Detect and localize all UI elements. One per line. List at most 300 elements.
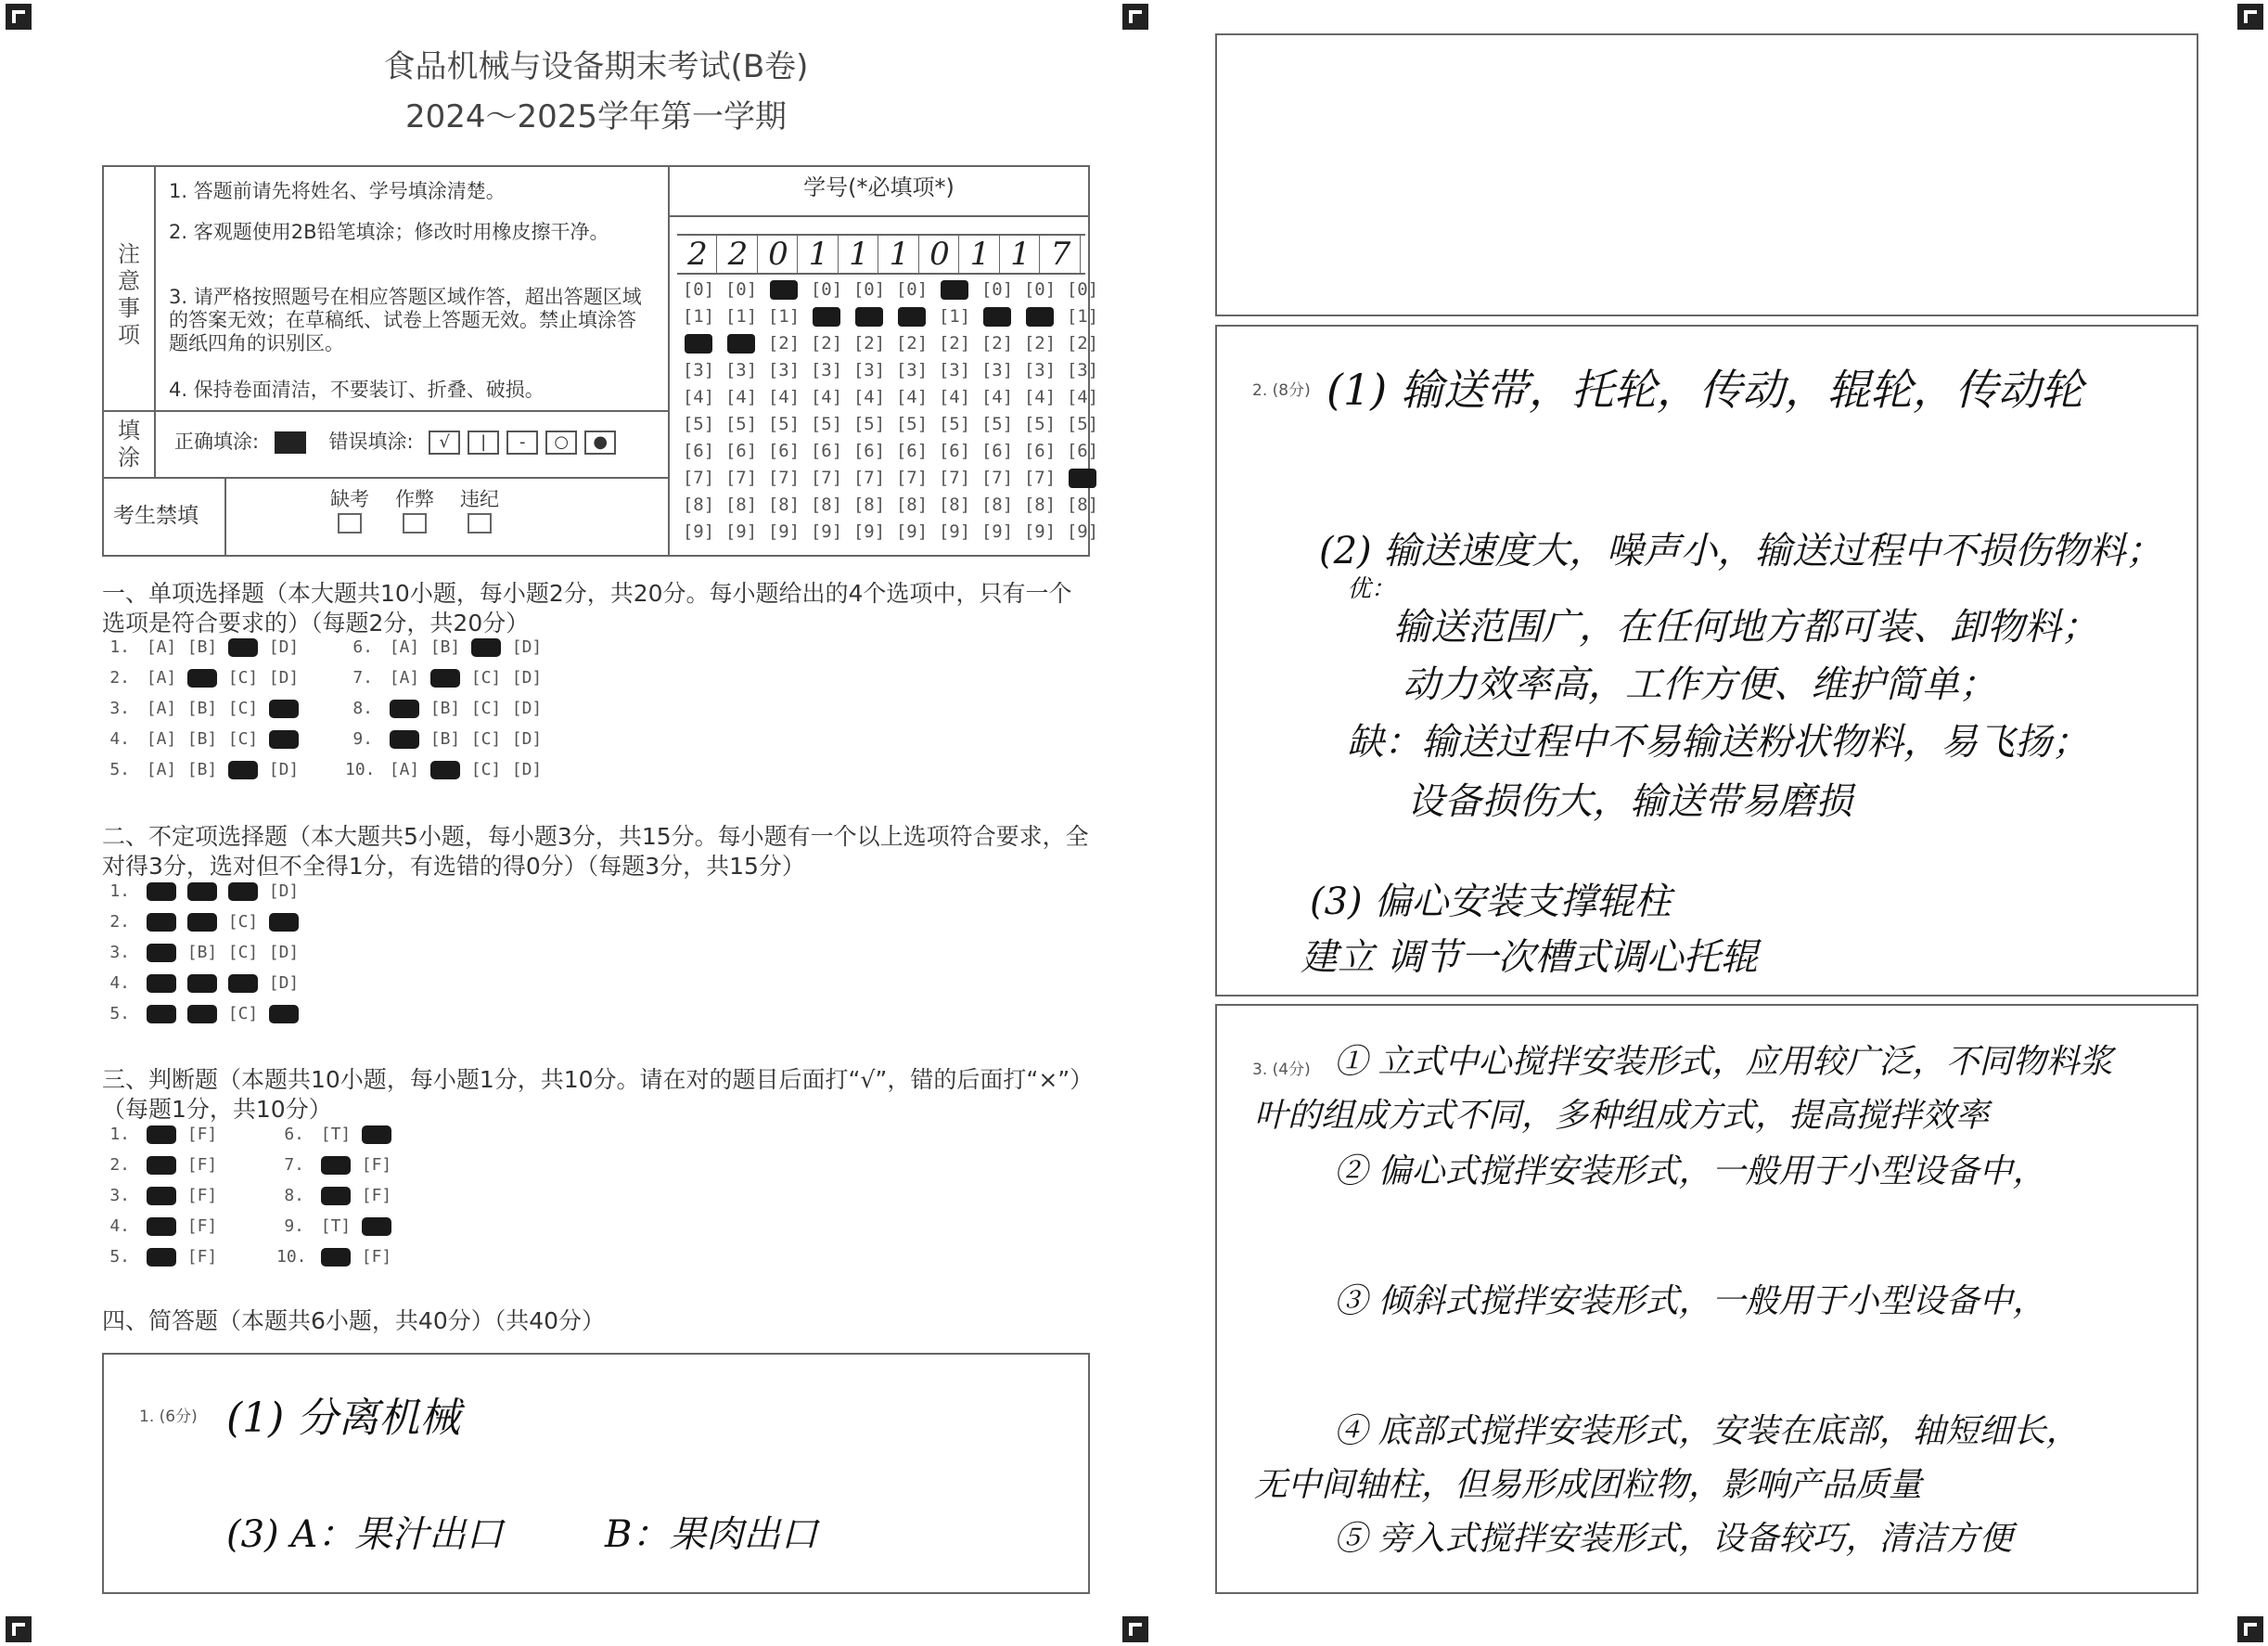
answer-bubble[interactable]: [B]	[186, 943, 218, 962]
student-id-header: 学号(*必填项*)	[803, 174, 955, 200]
id-bubble[interactable]: [3]	[810, 360, 843, 380]
answer-bubble[interactable]	[430, 669, 460, 688]
question-number: 3.	[109, 943, 130, 962]
corner-mark	[2237, 4, 2263, 30]
id-bubble[interactable]: [3]	[895, 360, 929, 380]
q2-line: 优：	[1347, 575, 1396, 603]
answer-bubble[interactable]	[321, 1248, 351, 1267]
answer-bubble[interactable]: [T]	[320, 1125, 352, 1144]
id-bubble[interactable]: [9]	[810, 521, 843, 542]
student-id-digit: 2	[720, 236, 758, 273]
notice-item: 2. 客观题使用2B铅笔填涂；修改时用橡皮擦干净。	[169, 221, 609, 243]
id-bubble[interactable]	[983, 307, 1011, 327]
answer-bubble[interactable]: [C]	[470, 760, 502, 779]
answer-bubble[interactable]	[147, 1248, 176, 1267]
question-number: 5.	[109, 1004, 130, 1023]
id-bubble[interactable]: [4]	[938, 387, 971, 407]
question-number: 5.	[109, 760, 130, 779]
question-number: 9.	[284, 1216, 304, 1236]
question-number: 1.	[109, 881, 130, 901]
question-number: 6.	[284, 1125, 304, 1144]
id-bubble[interactable]: [4]	[682, 387, 715, 407]
id-bubble[interactable]: [6]	[682, 441, 715, 461]
notice-item: 4. 保持卷面清洁，不要装订、折叠、破损。	[169, 379, 545, 401]
q3-line: 无中间轴柱，但易形成团粒物，影响产品质量	[1254, 1466, 1923, 1504]
answer-bubble[interactable]: [D]	[268, 760, 300, 779]
answer-bubble[interactable]: [C]	[470, 729, 502, 749]
answer-bubble[interactable]: [A]	[146, 637, 177, 657]
id-bubble[interactable]: [4]	[852, 387, 886, 407]
q3-label: 3. (4分)	[1252, 1061, 1311, 1079]
id-bubble[interactable]: [0]	[852, 279, 886, 300]
id-bubble[interactable]: [0]	[724, 279, 758, 300]
q3-line: 叶的组成方式不同，多种组成方式，提高搅拌效率	[1254, 1097, 1990, 1135]
id-bubble[interactable]: [1]	[938, 306, 971, 327]
id-bubble[interactable]: [9]	[724, 521, 758, 542]
answer-bubble[interactable]	[187, 1005, 217, 1023]
answer-bubble[interactable]	[147, 944, 176, 962]
wrong-fill-label: 错误填涂:	[328, 431, 414, 453]
answer-bubble[interactable]: [F]	[186, 1125, 218, 1144]
answer-bubble[interactable]: [F]	[186, 1247, 218, 1267]
answer-bubble[interactable]: [D]	[268, 973, 300, 993]
question-number: 4.	[109, 1216, 130, 1236]
answer-bubble[interactable]	[228, 882, 258, 901]
answer-bubble[interactable]	[269, 700, 299, 718]
id-bubble[interactable]: [5]	[1023, 414, 1057, 434]
id-bubble[interactable]	[941, 280, 968, 300]
q2-line: 动力效率高，工作方便、维护简单；	[1403, 663, 1996, 706]
single-choice-row	[345, 668, 547, 688]
id-bubble[interactable]: [8]	[895, 495, 929, 515]
answer-bubble[interactable]	[269, 1005, 299, 1023]
id-bubble[interactable]: [8]	[724, 495, 758, 515]
multi-choice-row	[102, 1004, 304, 1023]
id-bubble[interactable]	[727, 334, 755, 354]
answer-bubble[interactable]	[147, 882, 176, 901]
q1-line: (1) 分离机械	[226, 1395, 461, 1442]
exam-title: 食品机械与设备期末考试(B卷)	[383, 48, 809, 85]
single-choice-row	[345, 637, 547, 657]
id-bubble[interactable]	[1069, 469, 1096, 488]
question-number: 2.	[109, 668, 130, 688]
answer-bubble[interactable]: [A]	[146, 699, 177, 718]
question-number: 2.	[109, 912, 130, 932]
student-id-digit: 1	[840, 236, 878, 273]
id-bubble[interactable]: [8]	[682, 495, 715, 515]
id-bubble[interactable]: [5]	[980, 414, 1014, 434]
judge-row	[102, 1155, 223, 1175]
id-bubble[interactable]	[1026, 307, 1054, 327]
id-bubble[interactable]: [8]	[938, 495, 971, 515]
id-bubble[interactable]: [4]	[724, 387, 758, 407]
section-judge-head: 三、判断题（本题共10小题，每小题1分，共10分。请在对的题目后面打“√”，错的后面打“×”）（每题1分，共10分）	[102, 1066, 1082, 1123]
answer-bubble[interactable]: [C]	[227, 699, 259, 718]
section-single-head: 一、单项选择题（本大题共10小题，每小题2分，共20分。每小题给出的4个选项中，只有一个选项是符合要求的）（每题2分，共20分）	[102, 580, 1072, 637]
id-bubble[interactable]: [6]	[1066, 441, 1099, 461]
wrong-mark: √	[429, 431, 460, 455]
answer-bubble[interactable]	[228, 974, 258, 993]
id-bubble[interactable]: [8]	[980, 495, 1014, 515]
answer-bubble[interactable]: [A]	[146, 729, 177, 749]
student-id-digit: 1	[962, 236, 1000, 273]
multi-choice-row	[102, 912, 304, 932]
answer-bubble[interactable]	[147, 1187, 176, 1205]
correct-fill-sample	[275, 431, 306, 454]
judge-row	[276, 1125, 397, 1144]
answer-bubble[interactable]	[390, 700, 419, 718]
id-bubble[interactable]: [0]	[1023, 279, 1057, 300]
id-bubble[interactable]: [1]	[682, 306, 715, 327]
id-bubble[interactable]: [9]	[682, 521, 715, 542]
answer-bubble[interactable]: [B]	[186, 637, 218, 657]
answer-bubble[interactable]	[187, 882, 217, 901]
q3-line: ① 立式中心搅拌安装形式，应用较广泛，不同物料浆	[1334, 1043, 2113, 1081]
single-choice-row	[102, 699, 304, 718]
id-bubble[interactable]: [7]	[852, 468, 886, 488]
answer-bubble[interactable]: [D]	[511, 668, 543, 688]
id-bubble[interactable]: [9]	[980, 521, 1014, 542]
answer-bubble[interactable]	[147, 1217, 176, 1236]
answer-bubble[interactable]	[187, 669, 217, 688]
student-id-digit: 1	[881, 236, 919, 273]
fill-legend	[174, 431, 657, 455]
answer-bubble[interactable]	[147, 913, 176, 932]
id-bubble[interactable]: [0]	[810, 279, 843, 300]
judge-row	[102, 1247, 223, 1267]
judge-row	[102, 1216, 223, 1236]
answer-bubble[interactable]: [B]	[429, 729, 461, 749]
id-bubble[interactable]: [5]	[1066, 414, 1099, 434]
student-id-digit: 0	[921, 236, 959, 273]
id-bubble[interactable]: [9]	[767, 521, 801, 542]
q3-line: ③ 倾斜式搅拌安装形式，一般用于小型设备中，	[1334, 1282, 2046, 1320]
question-number: 9.	[352, 729, 373, 749]
wrong-mark: ○	[545, 431, 577, 455]
answer-bubble[interactable]: [D]	[268, 943, 300, 962]
multi-choice-row	[102, 881, 304, 901]
answer-bubble[interactable]: [T]	[320, 1216, 352, 1236]
question-number: 10.	[276, 1247, 307, 1267]
id-bubble[interactable]: [1]	[724, 306, 758, 327]
id-bubble[interactable]: [0]	[895, 279, 929, 300]
corner-mark	[1122, 1616, 1148, 1642]
q3-line: ④ 底部式搅拌安装形式，安装在底部，轴短细长，	[1334, 1412, 2080, 1450]
answer-bubble[interactable]: [D]	[511, 729, 543, 749]
corner-mark	[1122, 4, 1148, 30]
q1-line: (3) A：果汁出口	[226, 1513, 504, 1556]
id-bubble[interactable]: [4]	[1066, 387, 1099, 407]
correct-fill-label: 正确填涂:	[174, 431, 260, 453]
id-bubble[interactable]: [4]	[767, 387, 801, 407]
id-bubble[interactable]: [0]	[980, 279, 1014, 300]
answer-bubble[interactable]: [B]	[186, 729, 218, 749]
question-number: 4.	[109, 973, 130, 993]
section-multi-head: 二、不定项选择题（本大题共5小题，每小题3分，共15分。每小题有一个以上选项符合要求，全对得3分，选对但不全得1分，有选错的得0分）（每题3分，共15分）	[102, 823, 1089, 880]
judge-row	[276, 1216, 397, 1236]
id-bubble[interactable]: [6]	[895, 441, 929, 461]
question-number: 3.	[109, 699, 130, 718]
id-bubble[interactable]: [2]	[980, 333, 1014, 354]
answer-bubble[interactable]	[390, 730, 419, 749]
absent-label: 考生禁填	[113, 504, 199, 528]
answer-bubble[interactable]: [F]	[361, 1186, 392, 1205]
question-number: 5.	[109, 1247, 130, 1267]
question-number: 10.	[345, 760, 376, 779]
id-bubble[interactable]: [7]	[724, 468, 758, 488]
id-bubble[interactable]: [6]	[938, 441, 971, 461]
id-bubble[interactable]: [2]	[810, 333, 843, 354]
id-bubble[interactable]: [3]	[980, 360, 1014, 380]
answer-bubble[interactable]	[269, 913, 299, 932]
answer-bubble[interactable]	[187, 913, 217, 932]
wrong-mark: ●	[584, 431, 616, 455]
corner-mark	[6, 1616, 32, 1642]
answer-bubble[interactable]	[228, 761, 258, 779]
id-bubble[interactable]: [9]	[1066, 521, 1099, 542]
answer-bubble[interactable]	[269, 730, 299, 749]
answer-box-blank[interactable]	[1215, 33, 2198, 316]
wrong-fill-samples	[429, 431, 623, 453]
id-bubble[interactable]: [4]	[810, 387, 843, 407]
answer-box-q2[interactable]	[1215, 325, 2198, 997]
q2-label: 2. (8分)	[1252, 381, 1311, 400]
student-id-digit: 2	[679, 236, 717, 273]
q2-line: (3) 偏心安装支撑辊柱	[1310, 881, 1672, 923]
section-short-head: 四、简答题（本题共6小题，共40分）（共40分）	[102, 1307, 606, 1334]
id-bubble[interactable]: [5]	[852, 414, 886, 434]
answer-bubble[interactable]: [C]	[227, 729, 259, 749]
single-choice-row	[345, 699, 547, 718]
answer-bubble[interactable]: [D]	[511, 637, 543, 657]
id-bubble[interactable]: [3]	[1066, 360, 1099, 380]
id-bubble[interactable]: [6]	[852, 441, 886, 461]
answer-bubble[interactable]: [D]	[268, 637, 300, 657]
id-bubble[interactable]: [5]	[895, 414, 929, 434]
id-bubble[interactable]	[813, 307, 840, 327]
id-bubble[interactable]: [6]	[1023, 441, 1057, 461]
answer-bubble[interactable]: [F]	[361, 1247, 392, 1267]
id-bubble[interactable]: [4]	[980, 387, 1014, 407]
notice-label: 注意事项	[118, 241, 140, 348]
id-bubble[interactable]: [7]	[938, 468, 971, 488]
answer-box-q3[interactable]	[1215, 1004, 2198, 1594]
question-number: 7.	[284, 1155, 304, 1175]
id-bubble[interactable]: [3]	[724, 360, 758, 380]
id-bubble[interactable]: [2]	[852, 333, 886, 354]
answer-bubble[interactable]: [D]	[268, 668, 300, 688]
info-panel	[102, 165, 1099, 557]
judge-row	[276, 1247, 397, 1267]
question-number: 2.	[109, 1155, 130, 1175]
id-bubble[interactable]: [2]	[895, 333, 929, 354]
answer-bubble[interactable]	[147, 1156, 176, 1175]
answer-bubble[interactable]: [A]	[146, 760, 177, 779]
notice-item: 1. 答题前请先将姓名、学号填涂清楚。	[169, 180, 506, 202]
question-number: 1.	[109, 637, 130, 657]
q1-label: 1. (6分)	[139, 1408, 198, 1426]
answer-bubble[interactable]: [B]	[186, 699, 218, 718]
wrong-mark: |	[468, 431, 499, 455]
q3-line: ② 偏心式搅拌安装形式，一般用于小型设备中，	[1334, 1152, 2046, 1190]
judge-row	[102, 1125, 223, 1144]
question-number: 6.	[352, 637, 373, 657]
question-number: 8.	[284, 1186, 304, 1205]
q2-line: (2) 输送速度大，噪声小，输送过程中不损伤物料；	[1319, 530, 2163, 572]
answer-bubble[interactable]	[187, 974, 217, 993]
answer-bubble[interactable]: [C]	[227, 668, 259, 688]
answer-bubble[interactable]: [F]	[186, 1216, 218, 1236]
id-bubble[interactable]: [9]	[1023, 521, 1057, 542]
id-bubble[interactable]: [7]	[767, 468, 801, 488]
id-bubble[interactable]: [4]	[1023, 387, 1057, 407]
single-choice-row	[102, 729, 304, 749]
id-bubble[interactable]: [5]	[682, 414, 715, 434]
question-number: 1.	[109, 1125, 130, 1144]
q3-line: ⑤ 旁入式搅拌安装形式，设备较巧，清洁方便	[1334, 1520, 2013, 1558]
id-bubble[interactable]: [2]	[767, 333, 801, 354]
answer-bubble[interactable]: [D]	[511, 760, 543, 779]
id-bubble[interactable]: [3]	[938, 360, 971, 380]
notice-item: 3. 请严格按照题号在相应答题区域作答，超出答题区域的答案无效；在草稿纸、试卷上答题无效。禁止填涂答题纸四角的识别区。	[169, 286, 642, 354]
answer-bubble[interactable]: [C]	[470, 668, 502, 688]
answer-bubble[interactable]	[321, 1156, 351, 1175]
answer-bubble[interactable]: [B]	[186, 760, 218, 779]
id-bubble[interactable]: [8]	[1066, 495, 1099, 515]
id-bubble[interactable]: [9]	[938, 521, 971, 542]
id-bubble[interactable]	[898, 307, 926, 327]
answer-bubble[interactable]: [F]	[186, 1155, 218, 1175]
q2-line: 建立 调节一次槽式调心托辊	[1301, 936, 1758, 979]
answer-bubble[interactable]: [A]	[389, 637, 420, 657]
judge-row	[276, 1155, 397, 1175]
id-bubble[interactable]: [7]	[1023, 468, 1057, 488]
judge-row	[276, 1186, 397, 1205]
student-id-digit: 1	[1002, 236, 1040, 273]
id-bubble[interactable]: [5]	[724, 414, 758, 434]
answer-bubble[interactable]: [C]	[227, 943, 259, 962]
answer-bubble[interactable]: [A]	[389, 760, 420, 779]
answer-bubble[interactable]	[147, 974, 176, 993]
id-bubble[interactable]: [3]	[1023, 360, 1057, 380]
answer-bubble[interactable]: [D]	[268, 881, 300, 901]
student-id-digit: 7	[1043, 236, 1081, 273]
answer-bubble[interactable]: [A]	[389, 668, 420, 688]
question-number: 3.	[109, 1186, 130, 1205]
id-bubble[interactable]: [2]	[1066, 333, 1099, 354]
answer-bubble[interactable]: [F]	[361, 1155, 392, 1175]
wrong-mark: -	[506, 431, 538, 455]
id-bubble[interactable]: [5]	[938, 414, 971, 434]
single-choice-row	[102, 637, 304, 657]
answer-bubble[interactable]: [B]	[429, 699, 461, 718]
id-bubble[interactable]: [3]	[767, 360, 801, 380]
answer-bubble[interactable]: [A]	[146, 668, 177, 688]
id-bubble[interactable]: [6]	[767, 441, 801, 461]
q2-line: 设备损伤大，输送带易磨损	[1407, 780, 1852, 823]
id-bubble[interactable]: [0]	[682, 279, 715, 300]
id-bubble[interactable]: [8]	[810, 495, 843, 515]
id-bubble[interactable]: [6]	[810, 441, 843, 461]
id-bubble[interactable]: [0]	[1066, 279, 1099, 300]
id-bubble[interactable]: [5]	[810, 414, 843, 434]
absent-opt: 缺考	[322, 488, 378, 534]
q2-line: (1) 输送带，托轮，传动，辊轮，传动轮	[1326, 365, 2083, 415]
exam-term: 2024～2025学年第一学期	[404, 98, 788, 135]
answer-bubble[interactable]	[362, 1217, 391, 1236]
id-bubble[interactable]	[855, 307, 883, 327]
id-bubble[interactable]: [4]	[895, 387, 929, 407]
id-bubble[interactable]: [3]	[852, 360, 886, 380]
id-bubble[interactable]: [6]	[724, 441, 758, 461]
question-number: 7.	[352, 668, 373, 688]
answer-box-q1[interactable]	[102, 1353, 1090, 1594]
question-number: 8.	[352, 699, 373, 718]
single-choice-row	[345, 729, 547, 749]
id-bubble[interactable]: [3]	[682, 360, 715, 380]
single-choice-row	[102, 668, 304, 688]
answer-bubble[interactable]	[228, 638, 258, 657]
id-bubble[interactable]: [8]	[852, 495, 886, 515]
q2-line: 缺：输送过程中不易输送粉状物料，易飞扬；	[1347, 721, 2089, 764]
id-bubble[interactable]: [8]	[767, 495, 801, 515]
answer-bubble[interactable]: [B]	[429, 637, 461, 657]
fill-label: 填涂	[118, 418, 140, 470]
single-choice-row	[102, 760, 304, 779]
absent-opt: 作弊	[387, 488, 442, 534]
answer-bubble[interactable]	[471, 638, 501, 657]
multi-choice-row	[102, 943, 304, 962]
id-bubble[interactable]: [6]	[980, 441, 1014, 461]
corner-mark	[2237, 1616, 2263, 1642]
q2-line: 输送范围广，在任何地方都可装、卸物料；	[1393, 606, 2098, 649]
question-number: 4.	[109, 729, 130, 749]
id-bubble[interactable]: [9]	[852, 521, 886, 542]
answer-bubble[interactable]: [C]	[227, 1004, 259, 1023]
answer-bubble[interactable]	[430, 761, 460, 779]
q1-line: B：果肉出口	[605, 1513, 818, 1556]
student-id-digit: 0	[760, 236, 798, 273]
student-id-digit: 1	[801, 236, 839, 273]
answer-bubble[interactable]	[147, 1005, 176, 1023]
answer-bubble[interactable]	[321, 1187, 351, 1205]
id-bubble[interactable]: [7]	[810, 468, 843, 488]
single-choice-row	[345, 760, 547, 779]
id-bubble[interactable]	[685, 334, 712, 354]
id-bubble[interactable]: [1]	[1066, 306, 1099, 327]
id-bubble[interactable]: [1]	[767, 306, 801, 327]
id-bubble[interactable]: [9]	[895, 521, 929, 542]
answer-bubble[interactable]: [C]	[227, 912, 259, 932]
id-bubble[interactable]	[770, 280, 798, 300]
id-bubble[interactable]: [5]	[767, 414, 801, 434]
answer-bubble[interactable]	[147, 1125, 176, 1144]
answer-bubble[interactable]	[362, 1125, 391, 1144]
id-bubble[interactable]: [7]	[980, 468, 1014, 488]
judge-row	[102, 1186, 223, 1205]
answer-bubble[interactable]: [D]	[511, 699, 543, 718]
id-bubble[interactable]: [2]	[938, 333, 971, 354]
id-bubble[interactable]: [8]	[1023, 495, 1057, 515]
answer-bubble[interactable]: [F]	[186, 1186, 218, 1205]
answer-bubble[interactable]: [C]	[470, 699, 502, 718]
id-bubble[interactable]: [2]	[1023, 333, 1057, 354]
id-bubble[interactable]: [7]	[682, 468, 715, 488]
multi-choice-row	[102, 973, 304, 993]
absent-opt: 违纪	[452, 488, 507, 534]
id-bubble[interactable]: [7]	[895, 468, 929, 488]
corner-mark	[6, 4, 32, 30]
